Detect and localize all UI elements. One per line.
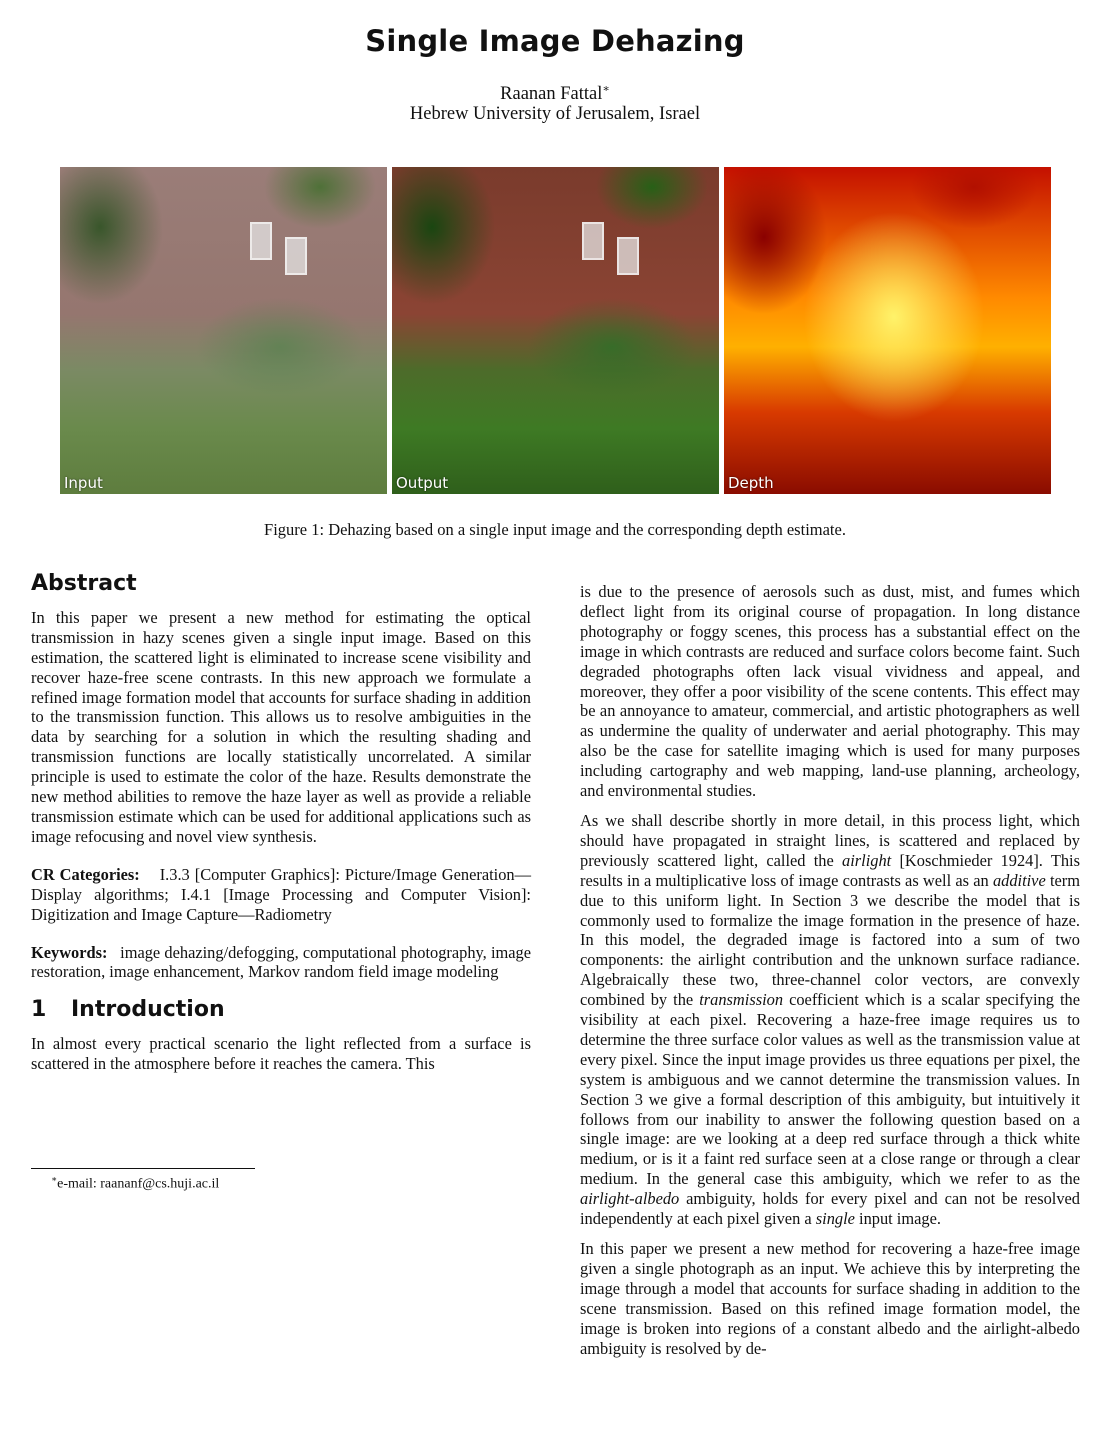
right-column — [580, 582, 1080, 1368]
figure-panel-label: Input — [64, 474, 103, 492]
footnote — [51, 1174, 219, 1193]
keywords-label: Keywords: — [31, 942, 108, 962]
figure-panel-label: Depth — [728, 474, 774, 492]
footnote-rule — [31, 1168, 255, 1169]
affiliation: Hebrew University of Jerusalem, Israel — [409, 104, 701, 124]
figure-caption: Figure 1: Dehazing based on a single input image and the corresponding depth estimate. — [264, 520, 846, 539]
emphasis-transmission: transmission — [699, 990, 784, 1010]
author-name: Raanan Fattal — [500, 84, 603, 105]
paper-title: Single Image Dehazing — [365, 24, 745, 58]
section-title: Introduction — [71, 997, 225, 1023]
window-shape — [582, 222, 604, 260]
intro-paragraph-2 — [580, 811, 1080, 1229]
author-line — [0, 82, 1110, 105]
figure-input-image — [60, 167, 387, 494]
figure-panel-label: Output — [396, 474, 449, 492]
emphasis-single: single — [815, 1209, 855, 1229]
intro-paragraph-1-start: In almost every practical scenario the light reflected from a surface is scattered in the atmosphere before it reaches the camera. This — [31, 1034, 531, 1074]
emphasis-additive: additive — [992, 870, 1046, 890]
emphasis-airlight: airlight — [842, 850, 892, 870]
text-run: [Koschmieder 1924]. This results in a multiplicative loss of image contrasts as well as an — [580, 850, 1080, 890]
window-shape — [285, 237, 307, 275]
text-run: coefficient which is a scalar specifying the visibility at each pixel. Recovering a haze-free image requires us to determine the three surface color values as well as the transmission value at every pixel. Since the input image provides us three equations per pixel, the system is ambiguous and we cannot determine the transmission values. In Section 3 we give a formal description of this ambiguity, but intuitively it follows from our inability to answer the following question based on a single image: are we looking at a deep red surface through a thick white medium, or is it a faint red surface seen at a close range or through a clear medium. In the general case this ambiguity, which we refer to as the — [580, 990, 1080, 1189]
keywords — [31, 943, 531, 983]
abstract-heading: Abstract — [31, 571, 137, 596]
section-number: 1 — [31, 997, 47, 1023]
footnote-text: e-mail: raananf@cs.huji.ac.il — [57, 1176, 220, 1192]
window-shape — [617, 237, 639, 275]
text-run: ambiguity, holds for every pixel and can not be resolved independently at each pixel given a — [580, 1189, 1080, 1229]
emphasis-airlight-albedo: airlight-albedo — [580, 1189, 680, 1209]
text-run: As we shall describe shortly in more detail, in this process light, which should have propagated in straight lines, is scattered and replaced by previously scattered light, called the — [580, 810, 1080, 870]
text-run: term due to this uniform light. In Section 3 we describe the model that is commonly used to formalize the image formation in the presence of haze. In this model, the degraded image is factored into a sum of two components: the airlight contribution and the unknown surface radiance. Algebraically these two, three-channel color vectors, are convexly combined by the — [580, 870, 1081, 1010]
intro-paragraph-1-continued: is due to the presence of aerosols such as dust, mist, and fumes which deflect light from its original course of propagation. In long distance photography or foggy scenes, this process has a substantial effect on the image in which contrasts are reduced and surface colors become faint. Such degraded photographs often lack visual vividness and appeal, and moreover, they offer a poor visibility of the scene contents. This effect may be an annoyance to amateur, commercial, and artistic photographers as well as undermine the quality of underwater and aerial photography. This may also be the case for satellite imaging which is used for many purposes including cartography and web mapping, land-use planning, archeology, and environmental studies. — [580, 582, 1080, 801]
figure-depth-image — [724, 167, 1051, 494]
cr-categories-text: I.3.3 [Computer Graphics]: Picture/Image Generation—Display algorithms; I.4.1 [Image Processing and Computer Vision]: Digitization and Image Capture—Radiometry — [31, 864, 532, 924]
keywords-text: image dehazing/defogging, computational photography, image restoration, image enhancement, Markov random field image modeling — [31, 942, 532, 982]
cr-categories — [31, 865, 531, 925]
window-shape — [250, 222, 272, 260]
introduction-heading — [31, 997, 531, 1023]
author-footnote-mark: ∗ — [602, 83, 610, 95]
footnote-mark: ∗ — [51, 1174, 58, 1184]
left-column — [31, 571, 532, 1084]
text-run: input image. — [854, 1209, 941, 1229]
abstract-text: In this paper we present a new method for estimating the optical transmission in hazy scenes given a single input image. Based on this estimation, the scattered light is eliminated to increase scene visibility and recover haze-free scene contrasts. In this new approach we formulate a refined image formation model that accounts for surface shading in addition to the transmission function. This allows us to resolve ambiguities in the data by searching for a solution in which the resulting shading and transmission functions are locally statistically uncorrelated. A similar principle is used to estimate the color of the haze. Results demonstrate the new method abilities to remove the haze layer as well as provide a reliable transmission estimate which can be used for additional applications such as image refocusing and novel view synthesis. — [31, 607, 531, 846]
intro-paragraph-3: In this paper we present a new method for recovering a haze-free image given a single photograph as an input. We achieve this by interpreting the image through a model that accounts for surface shading in addition to the scene transmission. Based on this refined image formation model, the image is broken into regions of a constant albedo and the airlight-albedo ambiguity is resolved by de- — [580, 1239, 1080, 1358]
cr-categories-label: CR Categories: — [31, 864, 140, 884]
figure-output-image — [392, 167, 719, 494]
